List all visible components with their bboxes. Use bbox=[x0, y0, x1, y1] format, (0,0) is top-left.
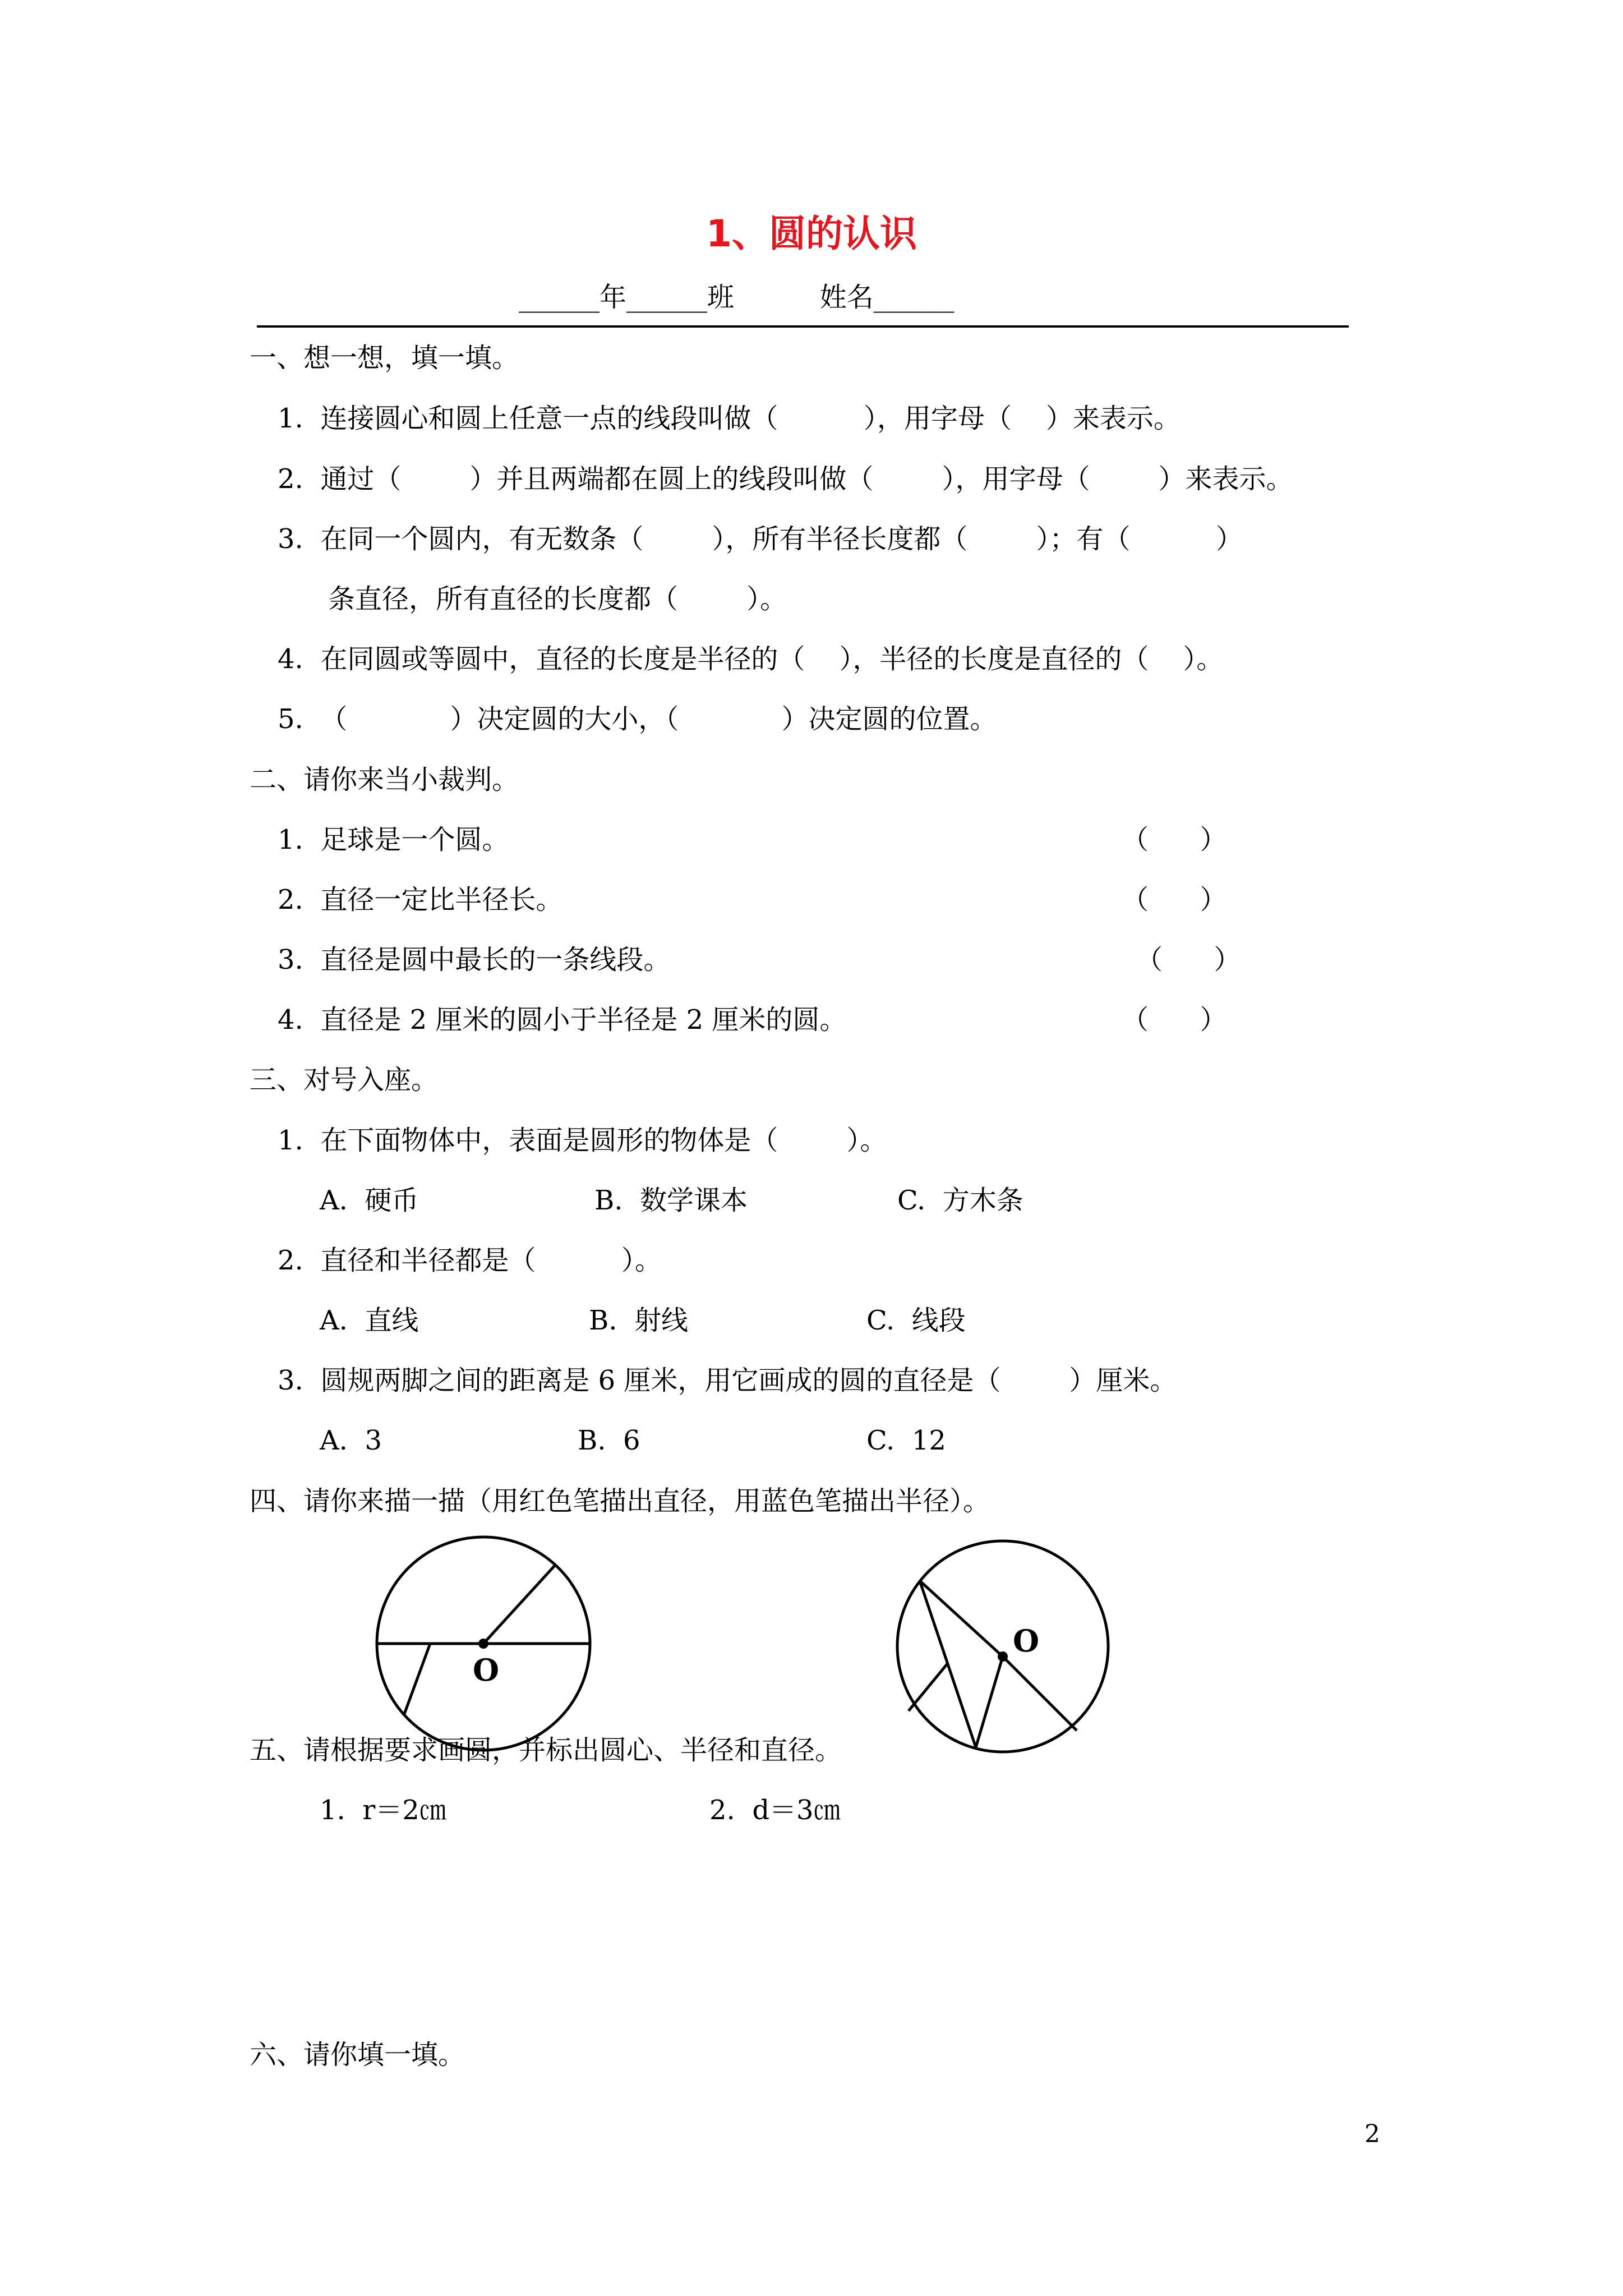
choice-option: B. 射线 bbox=[589, 1305, 689, 1336]
page-title: 1、圆的认识 bbox=[706, 212, 917, 255]
section1-item-4: 4. 在同圆或等圆中，直径的长度是半径的（ ），半径的长度是直径的（ ）。 bbox=[278, 643, 1224, 675]
section1-item-5: 5. （ ）决定圆的大小，（ ）决定圆的位置。 bbox=[278, 703, 997, 735]
choice-option: C. 方木条 bbox=[897, 1185, 1023, 1216]
choice-option: B. 数学课本 bbox=[594, 1185, 748, 1216]
judge-mark-1: （ ） bbox=[1122, 824, 1227, 855]
judge-item-2: 2. 直径一定比半径长。 bbox=[278, 884, 563, 915]
draw-item-2: 2. d＝3㎝ bbox=[709, 1795, 841, 1826]
section1-item-3: 3. 在同一个圆内，有无数条（ ），所有半径长度都（ ）；有（ ） bbox=[278, 523, 1243, 555]
judge-item-1: 1. 足球是一个圆。 bbox=[278, 824, 509, 855]
judge-mark-2: （ ） bbox=[1122, 884, 1227, 915]
judge-item-4: 4. 直径是 2 厘米的圆小于半径是 2 厘米的圆。 bbox=[278, 1004, 847, 1036]
left-radius-line bbox=[483, 1565, 555, 1644]
section1-item-1: 1. 连接圆心和圆上任意一点的线段叫做（ ），用字母（ ）来表示。 bbox=[278, 403, 1181, 434]
section1-heading: 一、想一想，填一填。 bbox=[250, 342, 519, 374]
right-center-label: O bbox=[1013, 1623, 1040, 1659]
left-center-dot bbox=[478, 1639, 488, 1649]
right-line-d bbox=[1003, 1657, 1077, 1731]
judge-mark-4: （ ） bbox=[1122, 1004, 1227, 1036]
choice-option: C. 线段 bbox=[866, 1305, 966, 1336]
right-circle bbox=[897, 1541, 1108, 1752]
judge-mark-3: （ ） bbox=[1136, 944, 1241, 976]
left-chord-line bbox=[404, 1644, 430, 1715]
student-info-line: ______年______班 姓名______ bbox=[519, 282, 955, 313]
choice-option: A. 3 bbox=[320, 1425, 382, 1456]
right-center-dot bbox=[998, 1651, 1008, 1662]
choice-question-3: 3. 圆规两脚之间的距离是 6 厘米，用它画成的圆的直径是（ ）厘米。 bbox=[278, 1365, 1177, 1396]
draw-item-1: 1. r＝2㎝ bbox=[320, 1795, 446, 1826]
right-line-c bbox=[976, 1657, 1003, 1747]
section5-heading: 五、请根据要求画圆，并标出圆心、半径和直径。 bbox=[250, 1734, 842, 1766]
page-number: 2 bbox=[1364, 2120, 1380, 2148]
section6-heading: 六、请你填一填。 bbox=[250, 2039, 465, 2070]
section1-item-2: 2. 通过（ ）并且两端都在圆上的线段叫做（ ），用字母（ ）来表示。 bbox=[278, 463, 1293, 495]
choice-option: A. 直线 bbox=[320, 1305, 419, 1336]
choice-question-1: 1. 在下面物体中，表面是圆形的物体是（ ）。 bbox=[278, 1125, 887, 1156]
left-center-label: O bbox=[473, 1652, 500, 1688]
choice-option: B. 6 bbox=[578, 1425, 640, 1456]
section3-heading: 三、对号入座。 bbox=[250, 1064, 439, 1096]
choice-question-2: 2. 直径和半径都是（ ）。 bbox=[278, 1245, 662, 1276]
section2-heading: 二、请你来当小裁判。 bbox=[250, 764, 519, 795]
section4-heading: 四、请你来描一描（用红色笔描出直径，用蓝色笔描出半径）。 bbox=[250, 1485, 990, 1517]
judge-item-3: 3. 直径是圆中最长的一条线段。 bbox=[278, 944, 671, 976]
choice-option: A. 硬币 bbox=[320, 1185, 419, 1216]
right-line-e bbox=[909, 1663, 948, 1711]
section1-item-3-cont: 条直径，所有直径的长度都（ ）。 bbox=[328, 583, 787, 615]
choice-option: C. 12 bbox=[866, 1425, 946, 1456]
